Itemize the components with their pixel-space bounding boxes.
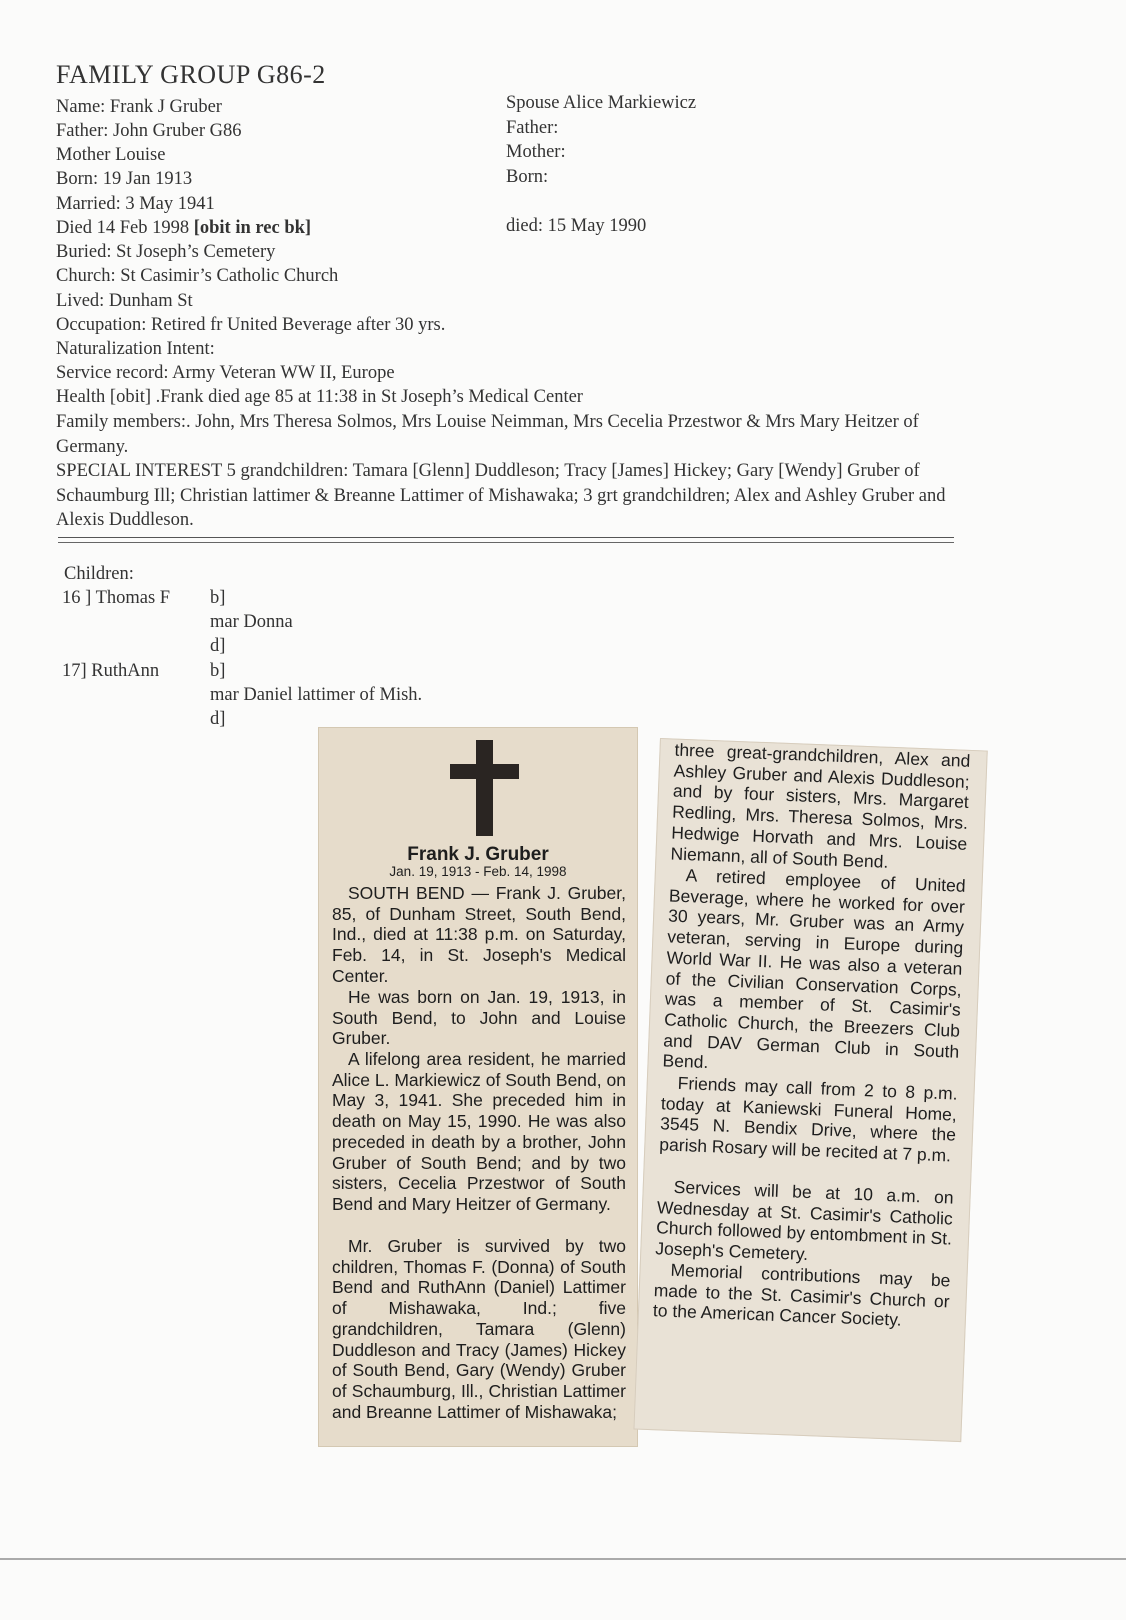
service-field: Service record: Army Veteran WW II, Europe	[56, 363, 395, 383]
naturalization-field: Naturalization Intent:	[56, 339, 215, 359]
children-heading: Children:	[64, 564, 134, 584]
buried-field: Buried: St Joseph’s Cemetery	[56, 242, 276, 262]
child-married: mar Daniel lattimer of Mish.	[210, 685, 423, 705]
died-field	[56, 217, 311, 239]
obituary-paragraph: A retired employee of United Beverage, where he worked for over 30 years, Mr. Gruber was an Army veteran, serving in Europe during World War II. He was also a veteran of the Civilian Conservation Corps, was a member of St. Casimir's Catholic Church, the Breezers Club and DAV German Club in South Bend.	[662, 865, 966, 1073]
obituary-paragraph: Friends may call from 2 to 8 p.m. today at Kaniewski Funeral Home, 3545 N. Bendix Drive, where the parish Rosary will be recited at 7 p.m.	[659, 1072, 958, 1166]
page-bottom-line	[0, 1558, 1126, 1560]
name-field: Name: Frank J Gruber	[56, 97, 222, 117]
child-label: 17] RuthAnn	[62, 661, 160, 681]
separator-rule	[58, 537, 954, 538]
family-members-field: Family members:. John, Mrs Theresa Solmos, Mrs Louise Neimman, Mrs Cecelia Przestwor & Mrs Mary Heitzer of Germany.	[56, 412, 919, 457]
spouse-mother-field: Mother:	[506, 142, 566, 162]
church-field: Church: St Casimir’s Catholic Church	[56, 266, 339, 286]
obituary-dates: Jan. 19, 1913 - Feb. 14, 1998	[389, 864, 567, 879]
father-field: Father: John Gruber G86	[56, 121, 242, 141]
obituary-paragraph: Services will be at 10 a.m. on Wednesday at St. Casimir's Catholic Church followed by entombment in St. Joseph's Cemetery.	[655, 1176, 954, 1265]
born-field: Born: 19 Jan 1913	[56, 169, 193, 189]
obituary-name: Frank J. Gruber	[407, 844, 549, 865]
child-label: 16 ] Thomas F	[62, 588, 171, 608]
spouse-father-field: Father:	[506, 118, 559, 138]
obituary-clipping-2	[633, 738, 987, 1442]
child-born: b]	[210, 661, 226, 681]
occupation-field: Occupation: Retired fr United Beverage after 30 yrs.	[56, 315, 446, 335]
obituary-paragraph: Memorial contributions may be made to the St. Casimir's Church or to the American Cancer Society.	[652, 1259, 951, 1331]
spouse-field: Spouse Alice Markiewicz	[506, 93, 697, 113]
married-field: Married: 3 May 1941	[56, 194, 215, 214]
separator-rule-2	[58, 542, 954, 543]
spouse-died-field: died: 15 May 1990	[506, 216, 647, 236]
mother-field: Mother Louise	[56, 145, 166, 165]
child-died: d]	[210, 709, 226, 729]
obituary-paragraph: He was born on Jan. 19, 1913, in South Bend, to John and Louise Gruber.	[332, 987, 626, 1049]
special-interest-field: SPECIAL INTEREST 5 grandchildren: Tamara [Glenn] Duddleson; Tracy [James] Hickey; Gary [Wendy] Gruber of Schaumburg Ill; Christian lattimer & Breanne Lattimer of Mishawaka; 3 grt grandchildren; Alex and Ashley Gruber and Alexis Duddleson.	[56, 461, 946, 530]
health-field: Health [obit] .Frank died age 85 at 11:38 in St Joseph’s Medical Center	[56, 387, 583, 407]
child-married: mar Donna	[210, 612, 293, 632]
cross-icon	[450, 740, 519, 836]
obituary-paragraph: SOUTH BEND — Frank J. Gruber, 85, of Dunham Street, South Bend, Ind., died at 11:38 p.m. on Saturday, Feb. 14, in St. Joseph's Medical Center.	[332, 883, 626, 986]
died-date: Died 14 Feb 1998	[56, 218, 194, 238]
obituary-paragraph: three great-grandchildren, Alex and Ashley Gruber and Alexis Duddleson; and by four sisters, Mrs. Margaret Redling, Mrs. Theresa Solmos, Mrs. Hedwige Horvath and Mrs. Louise Niemann, all of South Bend.	[670, 739, 971, 872]
lived-field: Lived: Dunham St	[56, 291, 193, 311]
died-note: [obit in rec bk]	[193, 218, 312, 238]
obituary-clipping-1	[318, 727, 638, 1447]
child-born: b]	[210, 588, 226, 608]
page-title: FAMILY GROUP G86-2	[56, 60, 326, 89]
obituary-paragraph: Mr. Gruber is survived by two children, Thomas F. (Donna) of South Bend and RuthAnn (Daniel) Lattimer of Mishawaka, Ind.; five grandchildren, Tamara (Glenn) Duddleson and Tracy (James) Hickey of South Bend, Gary (Wendy) Gruber of Schaumburg, Ill., Christian Lattimer and Breanne Lattimer of Mishawaka;	[332, 1236, 626, 1422]
spouse-born-field: Born:	[506, 167, 549, 187]
child-died: d]	[210, 636, 226, 656]
obituary-paragraph: A lifelong area resident, he married Alice L. Markiewicz of South Bend, on May 3, 1941. She preceded him in death on May 15, 1990. He was also preceded in death by a brother, John Gruber of South Bend; and by two sisters, Cecelia Przestwor of South Bend and Mary Heitzer of Germany.	[332, 1049, 626, 1214]
